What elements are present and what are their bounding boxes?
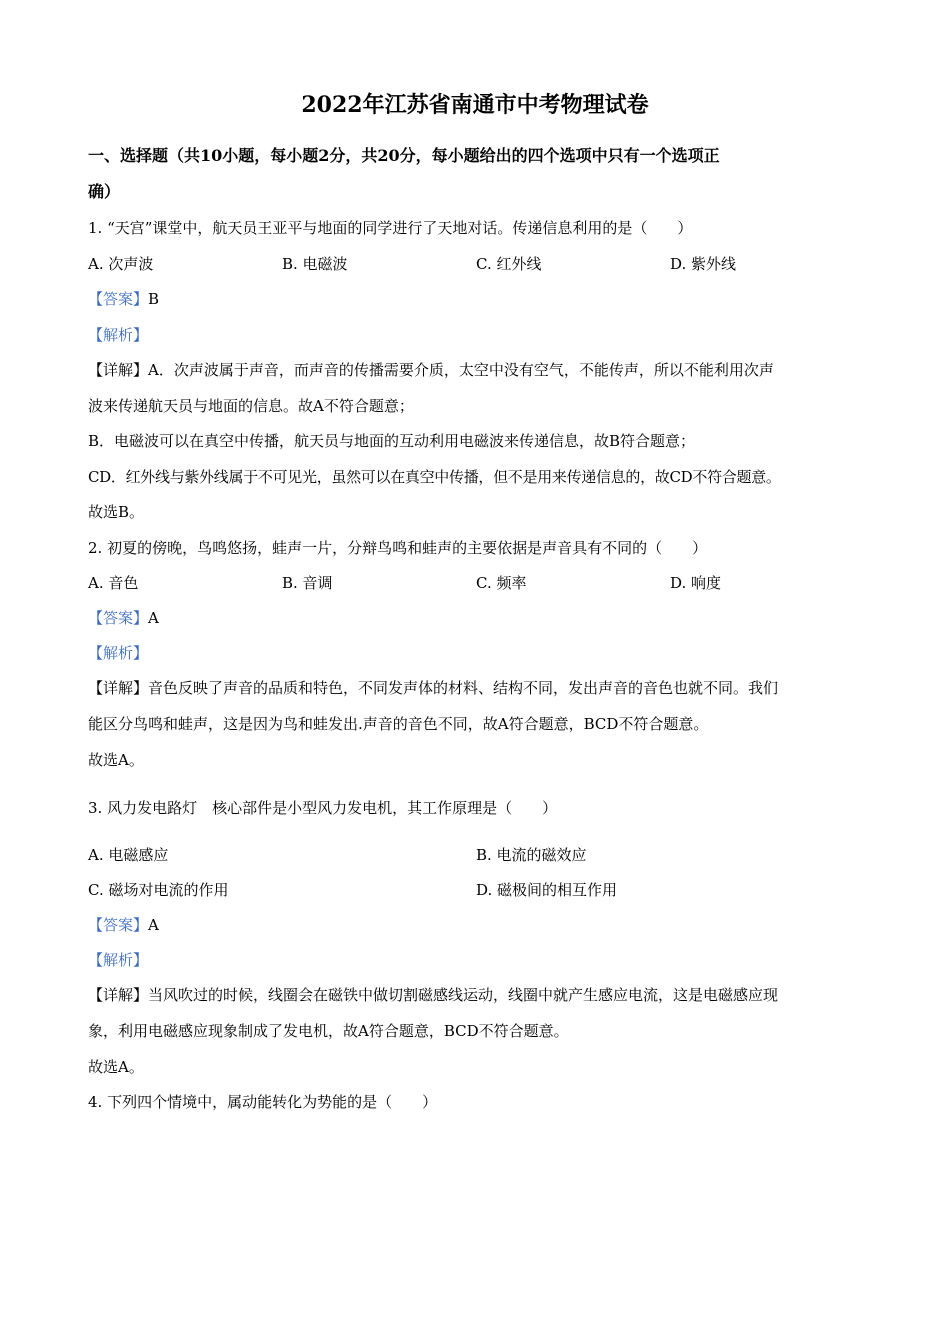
q2-answer bbox=[88, 608, 159, 628]
q2-option-b: B. 音调 bbox=[282, 574, 333, 592]
section-heading-line1: 一、选择题（共10小题，每小题2分，共20分，每小题给出的四个选项中只有一个选项正 bbox=[88, 146, 720, 165]
q2-detail-line-2: 能区分鸟鸣和蛙声，这是因为鸟和蛙发出.声音的音色不同，故A符合题意，BCD不符合题意。 bbox=[88, 715, 709, 733]
q3-option-d: D. 磁极间的相互作用 bbox=[476, 881, 618, 899]
answer-label: 【答案】 bbox=[88, 916, 149, 934]
q2-detail-line-1 bbox=[88, 678, 778, 698]
q3-detail-line-1 bbox=[88, 985, 778, 1005]
answer-label: 【答案】 bbox=[88, 609, 149, 627]
section-heading-line2: 确） bbox=[88, 182, 121, 201]
q1-detail-line-1 bbox=[88, 360, 774, 380]
q1-option-b: B. 电磁波 bbox=[282, 255, 348, 273]
answer-label: 【答案】 bbox=[88, 290, 149, 308]
q3-option-c: C. 磁场对电流的作用 bbox=[88, 881, 229, 899]
answer-value: A bbox=[148, 916, 159, 934]
q1-detail-line-5: 故选B。 bbox=[88, 503, 145, 521]
detail-text: A．次声波属于声音，而声音的传播需要介质，太空中没有空气，不能传声，所以不能利用次声 bbox=[148, 361, 774, 379]
q3-detail-line-3: 故选A。 bbox=[88, 1058, 144, 1076]
question-2-stem: 2. 初夏的傍晚，鸟鸣悠扬，蛙声一片，分辩鸟鸣和蛙声的主要依据是声音具有不同的（ ） bbox=[88, 539, 708, 557]
q2-option-d: D. 响度 bbox=[670, 574, 722, 592]
q3-analysis-label: 【解析】 bbox=[88, 951, 149, 969]
q3-detail-line-2: 象，利用电磁感应现象制成了发电机，故A符合题意，BCD不符合题意。 bbox=[88, 1022, 569, 1040]
q1-analysis-label: 【解析】 bbox=[88, 326, 149, 344]
q1-detail-line-4: CD．红外线与紫外线属于不可见光，虽然可以在真空中传播，但不是用来传递信息的，故CD不符合题意。 bbox=[88, 468, 781, 486]
question-4-stem: 4. 下列四个情境中，属动能转化为势能的是（ ） bbox=[88, 1093, 438, 1111]
q1-option-d: D. 紫外线 bbox=[670, 255, 737, 273]
q1-detail-line-2: 波来传递航天员与地面的信息。故A不符合题意； bbox=[88, 397, 414, 415]
q1-option-c: C. 红外线 bbox=[476, 255, 542, 273]
answer-value: B bbox=[148, 290, 160, 308]
page-title: 2022年江苏省南通市中考物理试卷 bbox=[301, 92, 649, 118]
q1-option-a: A. 次声波 bbox=[88, 255, 154, 273]
answer-value: A bbox=[148, 609, 159, 627]
question-1-stem: 1. “天宫”课堂中，航天员王亚平与地面的同学进行了天地对话。传递信息利用的是（ ） bbox=[88, 219, 693, 237]
q2-option-c: C. 频率 bbox=[476, 574, 527, 592]
q2-analysis-label: 【解析】 bbox=[88, 644, 149, 662]
q3-option-a: A. 电磁感应 bbox=[88, 846, 169, 864]
detail-label: 【详解】 bbox=[88, 679, 149, 697]
detail-text: 当风吹过的时候，线圈会在磁铁中做切割磁感线运动，线圈中就产生感应电流，这是电磁感应现 bbox=[148, 986, 779, 1004]
detail-label: 【详解】 bbox=[88, 986, 149, 1004]
detail-text: 音色反映了声音的品质和特色，不同发声体的材料、结构不同，发出声音的音色也就不同。我们 bbox=[148, 679, 779, 697]
q3-option-b: B. 电流的磁效应 bbox=[476, 846, 587, 864]
q2-option-a: A. 音色 bbox=[88, 574, 139, 592]
detail-label: 【详解】 bbox=[88, 361, 149, 379]
q3-answer bbox=[88, 915, 159, 935]
q2-detail-line-3: 故选A。 bbox=[88, 751, 144, 769]
q1-detail-line-3: B．电磁波可以在真空中传播，航天员与地面的互动利用电磁波来传递信息，故B符合题意； bbox=[88, 432, 696, 450]
question-3-stem: 3. 风力发电路灯 核心部件是小型风力发电机，其工作原理是（ ） bbox=[88, 799, 558, 817]
q1-answer bbox=[88, 289, 159, 309]
